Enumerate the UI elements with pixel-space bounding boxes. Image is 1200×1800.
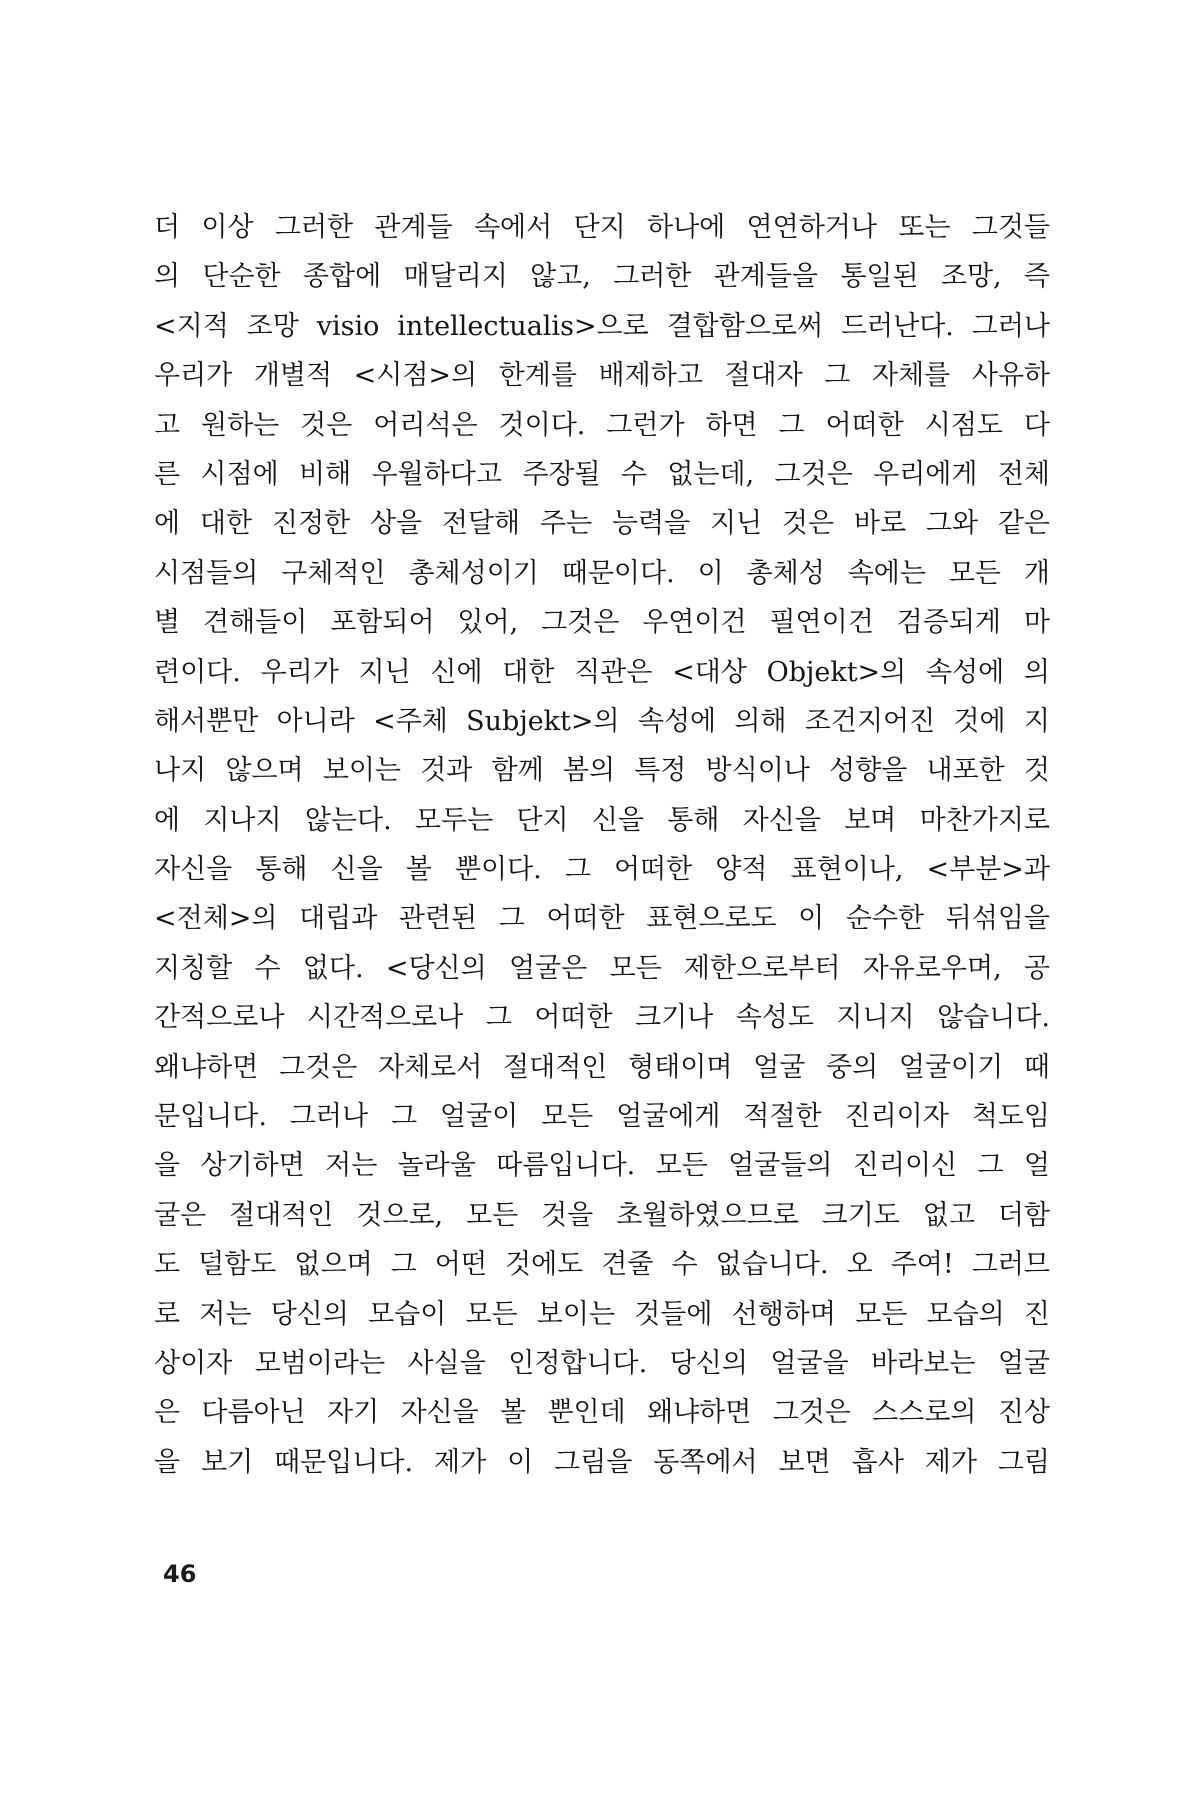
text-line: 우리가 개별적 <시점>의 한계를 배제하고 절대자 그 자체를 사유하 xyxy=(154,360,1050,392)
text-line: 간적으로나 시간적으로나 그 어떠한 크기나 속성도 지니지 않습니다. xyxy=(154,1002,1050,1034)
text-line: 른 시점에 비해 우월하다고 주장될 수 없는데, 그것은 우리에게 전체 xyxy=(154,458,1050,490)
text-line: 에 대한 진정한 상을 전달해 주는 능력을 지닌 것은 바로 그와 같은 xyxy=(154,508,1050,540)
text-line: 은 다름아닌 자기 자신을 볼 뿐인데 왜냐하면 그것은 스스로의 진상 xyxy=(154,1397,1050,1429)
text-line: 에 지나지 않는다. 모두는 단지 신을 통해 자신을 보며 마찬가지로 xyxy=(154,804,1050,836)
body-text xyxy=(154,203,1050,1487)
text-line: 별 견해들이 포함되어 있어, 그것은 우연이건 필연이건 검증되게 마 xyxy=(154,607,1050,639)
text-line: 상이자 모범이라는 사실을 인정합니다. 당신의 얼굴을 바라보는 얼굴 xyxy=(154,1347,1050,1379)
text-line: 자신을 통해 신을 볼 뿐이다. 그 어떠한 양적 표현이나, <부분>과 xyxy=(154,854,1050,886)
page-number: 46 xyxy=(163,1560,197,1588)
text-line: 더 이상 그러한 관계들 속에서 단지 하나에 연연하거나 또는 그것들 xyxy=(154,212,1050,243)
text-line: 해서뿐만 아니라 <주체 Subjekt>의 속성에 의해 조건지어진 것에 지 xyxy=(154,705,1050,737)
text-line: 왜냐하면 그것은 자체로서 절대적인 형태이며 얼굴 중의 얼굴이기 때 xyxy=(154,1051,1050,1083)
text-line: 로 저는 당신의 모습이 모든 보이는 것들에 선행하며 모든 모습의 진 xyxy=(154,1298,1050,1330)
text-line: 굴은 절대적인 것으로, 모든 것을 초월하였으므로 크기도 없고 더함 xyxy=(154,1199,1050,1231)
text-line: <전체>의 대립과 관련된 그 어떠한 표현으로도 이 순수한 뒤섞임을 xyxy=(154,903,1050,935)
text-line: 지칭할 수 없다. <당신의 얼굴은 모든 제한으로부터 자유로우며, 공 xyxy=(154,952,1050,984)
text-line: 시점들의 구체적인 총체성이기 때문이다. 이 총체성 속에는 모든 개 xyxy=(154,557,1050,589)
text-line: 고 원하는 것은 어리석은 것이다. 그런가 하면 그 어떠한 시점도 다 xyxy=(154,409,1050,441)
text-line: 문입니다. 그러나 그 얼굴이 모든 얼굴에게 적절한 진리이자 척도임 xyxy=(154,1101,1050,1133)
text-line: 도 덜함도 없으며 그 어떤 것에도 견줄 수 없습니다. 오 주여! 그러므 xyxy=(154,1249,1050,1281)
text-line: 나지 않으며 보이는 것과 함께 봄의 특정 방식이나 성향을 내포한 것 xyxy=(154,755,1050,787)
text-line: 을 보기 때문입니다. 제가 이 그림을 동쪽에서 보면 흡사 제가 그림 xyxy=(154,1446,1050,1478)
text-line: 의 단순한 종합에 매달리지 않고, 그러한 관계들을 통일된 조망, 즉 xyxy=(154,261,1050,293)
text-line: 을 상기하면 저는 놀라울 따름입니다. 모든 얼굴들의 진리이신 그 얼 xyxy=(154,1150,1050,1182)
text-line: 련이다. 우리가 지닌 신에 대한 직관은 <대상 Objekt>의 속성에 의 xyxy=(154,656,1050,688)
text-line: <지적 조망 visio intellectualis>으로 결합함으로써 드러난다. 그러나 xyxy=(154,310,1050,342)
